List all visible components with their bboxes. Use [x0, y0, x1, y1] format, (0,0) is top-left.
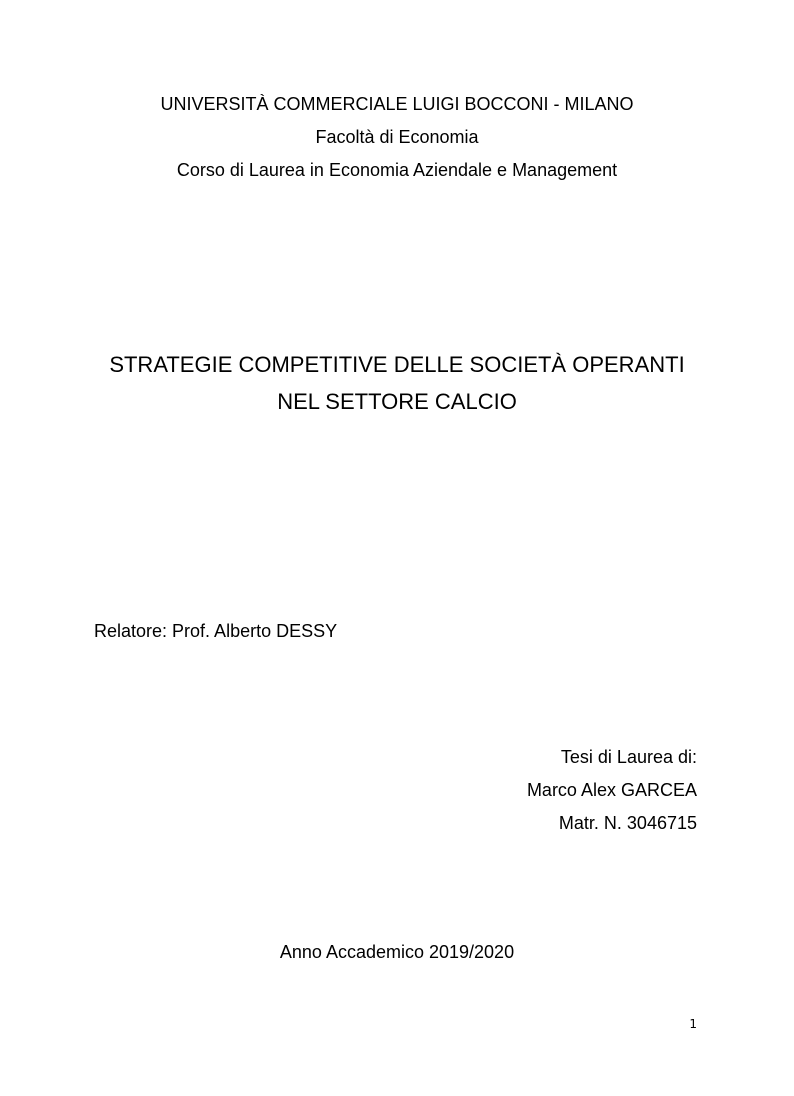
author-name: Marco Alex GARCEA — [526, 780, 697, 800]
academic-year: Anno Accademico 2019/2020 — [279, 942, 515, 962]
thesis-title-line-2: NEL SETTORE CALCIO — [277, 389, 517, 414]
matriculation-number: Matr. N. 3046715 — [558, 813, 697, 833]
course-name: Corso di Laurea in Economia Aziendale e Management — [176, 160, 618, 180]
page-number: 1 — [689, 1017, 697, 1031]
university-name: UNIVERSITÀ COMMERCIALE LUIGI BOCCONI - MILANO — [160, 94, 634, 114]
author-label: Tesi di Laurea di: — [560, 747, 697, 767]
faculty-name: Facoltà di Economia — [315, 127, 479, 147]
thesis-title-line-1: STRATEGIE COMPETITIVE DELLE SOCIETÀ OPERANTI — [109, 352, 685, 377]
supervisor-line: Relatore: Prof. Alberto DESSY — [94, 621, 338, 641]
